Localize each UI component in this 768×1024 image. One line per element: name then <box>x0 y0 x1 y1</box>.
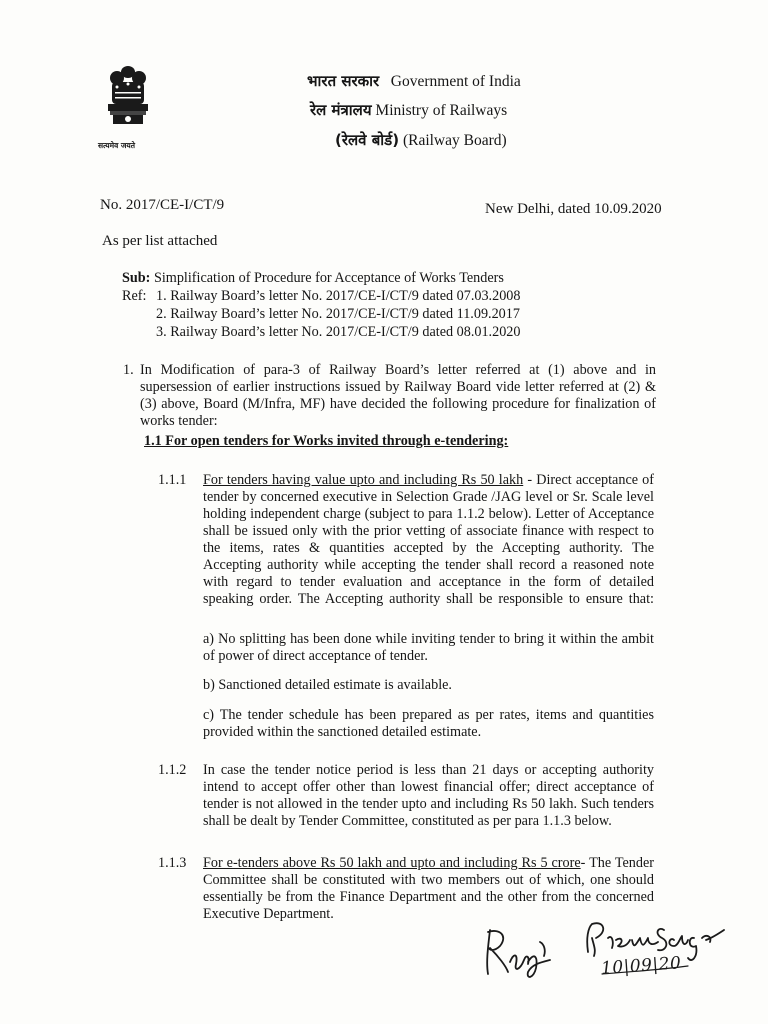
header-govt <box>307 71 521 91</box>
ref-item: 1. Railway Board’s letter No. 2017/CE-I/CT/9 dated 07.03.2008 <box>156 288 521 304</box>
clause-first-rest: - Direct acceptance of <box>523 472 654 488</box>
clause-item-b: b) Sanctioned detailed estimate is available. <box>203 677 452 693</box>
clause-line: tender by concerned executive in Selection Grade /JAG level or Sr. Scale level <box>203 489 654 505</box>
subject-line <box>122 270 504 287</box>
clause-1-1-1-body <box>203 472 654 608</box>
clause-line: Executive Department. <box>203 906 334 922</box>
clause-first-line <box>203 855 654 872</box>
subject-label: Sub: <box>122 270 151 286</box>
emblem-caption: सत्यमेव जयते <box>98 141 136 150</box>
letter-number: No. 2017/CE-I/CT/9 <box>100 197 225 213</box>
header-ministry-hindi: रेल मंत्रालय <box>310 101 372 119</box>
clause-line: shall be issued only with the prior vetting of associate finance with respect to <box>203 523 654 539</box>
place-date: New Delhi, dated 10.09.2020 <box>485 201 662 217</box>
clause-underlined: For tenders having value upto and including Rs 50 lakh <box>203 472 524 488</box>
header-govt-english: Government of India <box>390 73 521 90</box>
clause-line: tender is not allowed in the tender upto and including Rs 50 lakh. Such tenders <box>203 796 654 812</box>
para-line: (3) above, Board (M/Infra, MF) have decided the following procedure for finalization of <box>140 396 656 412</box>
clause-line: Committee shall be constituted with two members out of which, one should <box>203 872 654 888</box>
clause-item-c <box>203 707 654 741</box>
signature-initial <box>478 922 568 982</box>
clause-line: with regard to tender evaluation and acceptance in the form of detailed <box>203 574 654 590</box>
clause-line: c) The tender schedule has been prepared as per rates, items and quantities <box>203 707 654 723</box>
clause-line: intend to accept offer other than lowest financial offer; direct acceptance of <box>203 779 654 795</box>
ref-label: Ref: <box>122 288 147 304</box>
para-line: supersession of earlier instructions issued by Railway Board vide letter referred at (2) & <box>140 379 656 395</box>
clause-number: 1.1.3 <box>158 855 187 871</box>
para-1-body <box>140 362 656 430</box>
clause-line: speaking order. The Accepting authority shall be responsible to ensure that: <box>203 591 654 607</box>
ref-item: 2. Railway Board’s letter No. 2017/CE-I/CT/9 dated 11.09.2017 <box>156 306 520 322</box>
clause-line: holding independent charge (subject to para 1.1.2 below). Letter of Acceptance <box>203 506 654 522</box>
ref-item: 3. Railway Board’s letter No. 2017/CE-I/CT/9 dated 08.01.2020 <box>156 324 521 340</box>
para-line: In Modification of para-3 of Railway Board’s letter referred at (1) above and in <box>140 362 656 378</box>
clause-line: the items, rates & quantities accepted by the Accepting authority. The <box>203 540 654 556</box>
clause-number: 1.1.1 <box>158 472 187 488</box>
header-ministry <box>310 100 507 120</box>
national-emblem-icon <box>100 62 156 142</box>
clause-line: essentially be from the Finance Department and the other from the concerned <box>203 889 654 905</box>
clause-number: 1.1.2 <box>158 762 187 778</box>
header-ministry-english: Ministry of Railways <box>375 102 508 119</box>
section-heading: 1.1 For open tenders for Works invited through e-tendering: <box>144 433 509 449</box>
clause-line: In case the tender notice period is less than 21 days or accepting authority <box>203 762 654 778</box>
clause-first-rest: - The Tender <box>580 855 655 871</box>
para-line: works tender: <box>140 413 218 429</box>
header-govt-hindi: भारत सरकार <box>307 72 380 90</box>
signature-prem-sagar <box>578 916 728 988</box>
addressee: As per list attached <box>102 233 218 249</box>
clause-line: shall be dealt by Tender Committee, constituted as per para 1.1.3 below. <box>203 813 612 829</box>
para-number: 1. <box>123 362 134 378</box>
subject-text: Simplification of Procedure for Acceptance of Works Tenders <box>153 270 504 286</box>
header-board <box>335 130 507 150</box>
clause-line: Accepting authority while accepting the tender shall record a reasoned note <box>203 557 654 573</box>
clause-1-1-3-body <box>203 855 654 923</box>
clause-line: provided within the sanctioned detailed estimate. <box>203 724 482 740</box>
clause-line: of power of direct acceptance of tender. <box>203 648 428 664</box>
header-board-english: (Railway Board) <box>402 132 507 149</box>
clause-item-a <box>203 631 654 665</box>
clause-1-1-2-body <box>203 762 654 830</box>
clause-line: a) No splitting has been done while inviting tender to bring it within the ambit <box>203 631 654 647</box>
header-board-hindi: (रेलवे बोर्ड) <box>335 131 400 149</box>
clause-first-line <box>203 472 654 489</box>
signature-date: 10|09|20 <box>600 953 682 979</box>
clause-underlined: For e-tenders above Rs 50 lakh and upto and including Rs 5 crore <box>203 855 581 871</box>
